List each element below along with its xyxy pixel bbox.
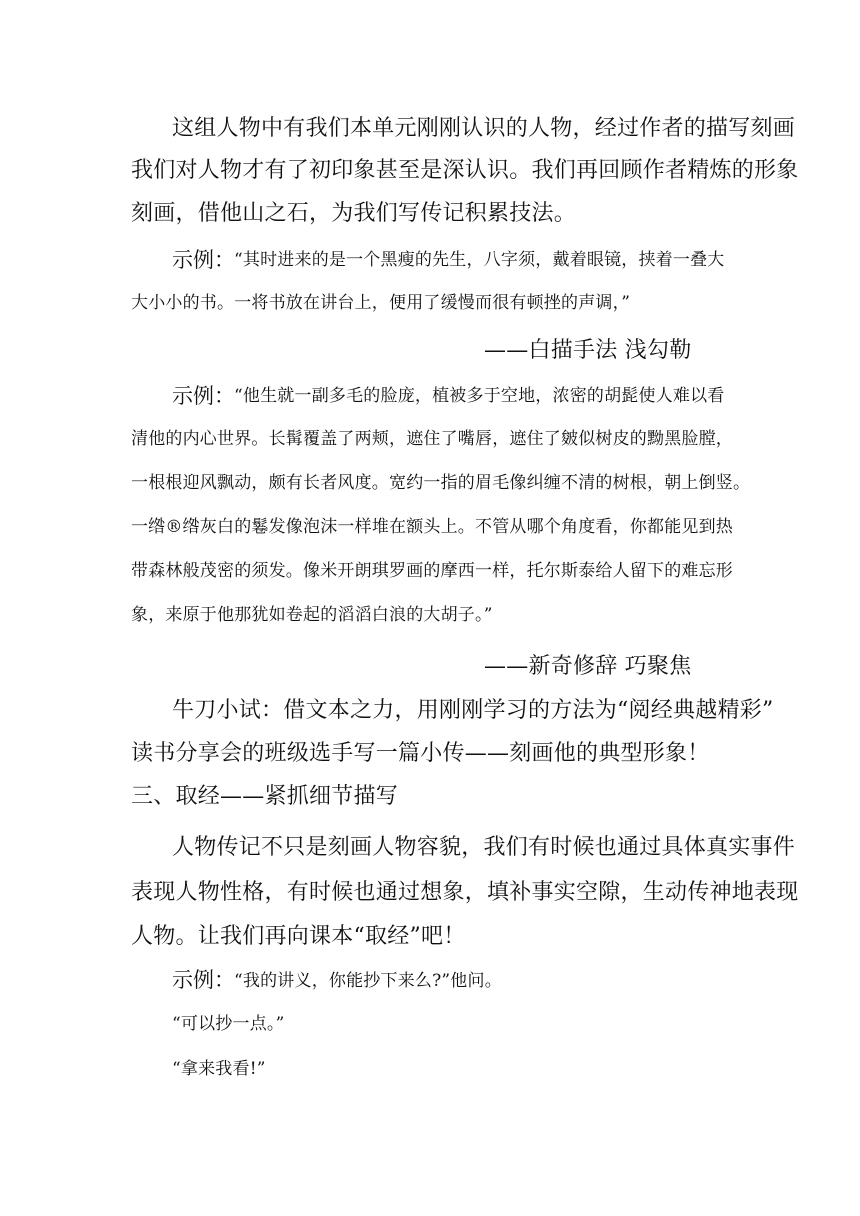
task-line-2: 读书分享会的班级选手写一篇小传——刻画他的典型形象！ — [131, 741, 710, 766]
example2-line-6: 象，来原于他那犹如卷起的滔滔白浪的大胡子。” — [131, 605, 493, 625]
example2-line-3: 一根根迎风飘动，颇有长者风度。宽约一指的眉毛像纠缠不清的树根，朝上倒竖。 — [131, 473, 751, 493]
intro-line-1: 这组人物中有我们本单元刚刚认识的人物，经过作者的描写刻画 — [172, 116, 796, 141]
section3-line-1: 人物传记不只是刻画人物容貌，我们有时候也通过具体真实事件 — [172, 835, 796, 860]
example3-label: 示例： — [172, 968, 235, 992]
example3-line-1: “我的讲义，你能抄下来么?”他问。 — [234, 971, 502, 991]
example2-line-5: 带森林般茂密的须发。像米开朗琪罗画的摩西一样，托尔斯泰给人留下的难忘形 — [131, 561, 733, 581]
intro-line-2: 我们对人物才有了初印象甚至是深认识。我们再回顾作者精炼的形象 — [131, 158, 799, 183]
example1-label: 示例： — [172, 248, 235, 272]
example1-note: ——白描手法 浅勾勒 — [484, 338, 692, 363]
section3-line-2: 表现人物性格，有时候也通过想象，填补事实空隙，生动传神地表现 — [131, 880, 799, 905]
example2-line-2: 清他的内心世界。长髯覆盖了两颊，遮住了嘴唇，遮住了皴似树皮的黝黑脸膛， — [131, 429, 733, 449]
section-heading: 三、取经——紧抓细节描写 — [131, 784, 399, 809]
example1-line-2: 大小小的书。一将书放在讲台上，便用了缓慢而很有顿挫的声调，” — [131, 293, 631, 313]
section3-line-3: 人物。让我们再向课本“取经”吧！ — [131, 924, 466, 949]
example2-line-4: 一绺®绺灰白的鬈发像泡沫一样堆在额头上。不管从哪个角度看，你都能见到热 — [131, 517, 733, 537]
task-line-1: 牛刀小试：借文本之力，用刚刚学习的方法为“阅经典越精彩” — [172, 698, 774, 723]
example2-line-1: “他生就一副多毛的脸庞，植被多于空地，浓密的胡髭使人难以看 — [234, 386, 725, 406]
example3-line-3: “拿来我看!” — [172, 1059, 266, 1079]
example2-label: 示例： — [172, 384, 235, 408]
example2-note: ——新奇修辞 巧聚焦 — [484, 654, 692, 679]
example3-line-2: “可以抄一点。” — [172, 1014, 285, 1034]
intro-line-3: 刻画，借他山之石，为我们写传记积累技法。 — [131, 201, 577, 226]
example1-line-1: “其时进来的是一个黑瘦的先生，八字须，戴着眼镜，挟着一叠大 — [234, 250, 725, 270]
